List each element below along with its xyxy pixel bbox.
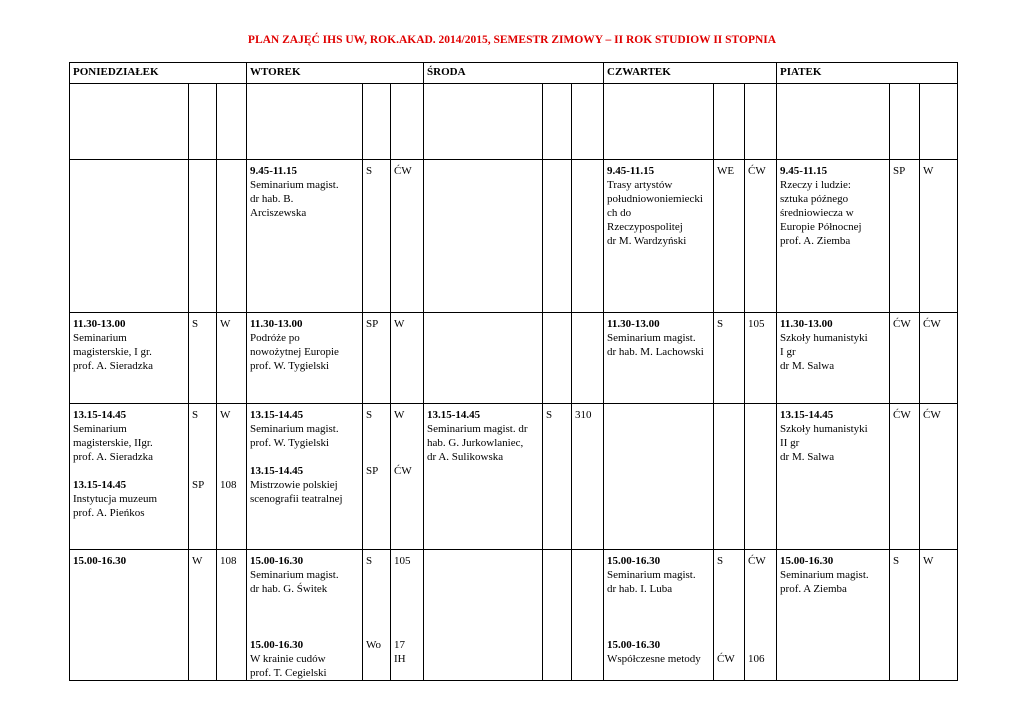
- class-title: Podróże po: [250, 332, 300, 344]
- class-title: Seminarium magist.: [607, 332, 696, 344]
- class-room: ĆW: [394, 465, 412, 477]
- class-time: 13.15-14.45: [780, 409, 834, 421]
- class-time: 9.45-11.15: [250, 165, 298, 177]
- class-line: nowożytnej Europie: [250, 346, 339, 358]
- class-cell: [777, 550, 890, 681]
- class-title: Seminarium magist.: [250, 179, 339, 191]
- class-time: 15.00-16.30: [73, 555, 127, 567]
- class-room: 105: [394, 555, 411, 567]
- class-time: 15.00-16.30: [250, 639, 304, 651]
- table-row-1315: [70, 404, 958, 550]
- class-room: 106: [748, 653, 765, 665]
- class-line: Rzeczypospolitej: [607, 221, 683, 233]
- day-header-thursday: CZWARTEK: [604, 63, 777, 84]
- class-type: S: [890, 550, 920, 681]
- class-room: 108: [220, 479, 237, 491]
- class-line: prof. W. Tygielski: [250, 437, 330, 449]
- class-time: 13.15-14.45: [427, 409, 481, 421]
- class-cell: [70, 313, 189, 404]
- class-time: 11.30-13.00: [780, 318, 833, 330]
- class-time: 11.30-13.00: [607, 318, 660, 330]
- class-time: 13.15-14.45: [250, 409, 304, 421]
- class-room: 105: [745, 313, 777, 404]
- class-line: dr hab. G. Świtek: [250, 583, 328, 595]
- class-time: 15.00-16.30: [780, 555, 834, 567]
- class-cell: [604, 160, 714, 313]
- class-cell: [777, 313, 890, 404]
- day-header-wednesday: ŚRODA: [424, 63, 604, 84]
- day-header-friday: PIATEK: [777, 63, 958, 84]
- class-room: W: [920, 160, 958, 313]
- class-title: W krainie cudów: [250, 653, 326, 665]
- class-title: Instytucja muzeum: [73, 493, 158, 505]
- class-room: W: [391, 313, 424, 404]
- class-cell: [604, 550, 714, 681]
- class-line: ch do: [607, 207, 632, 219]
- class-line: południowoniemiecki: [607, 193, 703, 205]
- class-type: S: [366, 409, 373, 421]
- class-cell: [604, 313, 714, 404]
- class-room: ĆW: [920, 313, 958, 404]
- class-type: SP: [366, 465, 379, 477]
- class-line: prof. A. Sieradzka: [73, 451, 154, 463]
- class-room: IH: [394, 653, 406, 665]
- class-time: 15.00-16.30: [607, 639, 661, 651]
- class-line: dr hab. B.: [250, 193, 294, 205]
- class-room: 310: [572, 404, 604, 550]
- class-type: S: [192, 409, 199, 421]
- class-type: ĆW: [717, 653, 735, 665]
- class-cell: [247, 404, 363, 550]
- class-type: WE: [714, 160, 745, 313]
- class-type: ĆW: [890, 313, 920, 404]
- class-cell: [70, 404, 189, 550]
- class-title: Seminarium magist. dr: [427, 423, 528, 435]
- class-title: Seminarium: [73, 332, 127, 344]
- class-title: Trasy artystów: [607, 179, 673, 191]
- class-title: Seminarium: [73, 423, 127, 435]
- class-cell: [247, 313, 363, 404]
- class-room: ĆW: [748, 555, 766, 567]
- class-type: S: [714, 313, 745, 404]
- class-cell: [247, 550, 363, 681]
- class-title: Seminarium magist.: [780, 569, 869, 581]
- class-time: 15.00-16.30: [607, 555, 661, 567]
- class-time: 9.45-11.15: [607, 165, 655, 177]
- page-title: PLAN ZAJĘĆ IHS UW, ROK.AKAD. 2014/2015, SEMESTR ZIMOWY – II ROK STUDIOW II STOPNIA: [247, 34, 777, 46]
- class-cell: [424, 404, 543, 550]
- class-time: 13.15-14.45: [73, 409, 127, 421]
- cell-mon: [70, 160, 189, 313]
- class-line: średniowiecza w: [780, 207, 854, 219]
- class-title: Seminarium magist.: [607, 569, 696, 581]
- class-room: 17: [394, 639, 405, 651]
- class-cell: [777, 160, 890, 313]
- class-line: dr M. Salwa: [780, 451, 835, 463]
- class-room: W: [920, 550, 958, 681]
- class-title: Szkoły humanistyki: [780, 332, 868, 344]
- table-row-1500: [70, 550, 958, 681]
- class-line: sztuka późnego: [780, 193, 849, 205]
- class-line: prof. A Ziemba: [780, 583, 847, 595]
- class-type: S: [189, 313, 217, 404]
- class-type: ĆW: [890, 404, 920, 550]
- class-time: 15.00-16.30: [250, 555, 304, 567]
- class-cell: [247, 160, 363, 313]
- class-cell: [777, 404, 890, 550]
- class-line: Arciszewska: [250, 207, 307, 219]
- class-type: W: [189, 550, 217, 681]
- class-room: W: [217, 313, 247, 404]
- day-header-monday: PONIEDZIAŁEK: [70, 63, 247, 84]
- class-line: Europie Północnej: [780, 221, 862, 233]
- class-room: ĆW: [920, 404, 958, 550]
- class-title: Seminarium magist.: [250, 423, 339, 435]
- class-line: prof. T. Cegielski: [250, 667, 327, 679]
- table-row-1130: [70, 313, 958, 404]
- class-type: SP: [890, 160, 920, 313]
- class-room: ĆW: [745, 160, 777, 313]
- class-room: ĆW: [391, 160, 424, 313]
- class-line: I gr: [780, 346, 796, 358]
- class-time: 11.30-13.00: [73, 318, 126, 330]
- class-line: scenografii teatralnej: [250, 493, 343, 505]
- class-line: prof. A. Pieńkos: [73, 507, 145, 519]
- class-type: S: [543, 404, 572, 550]
- class-line: prof. A. Sieradzka: [73, 360, 154, 372]
- class-line: dr hab. I. Luba: [607, 583, 673, 595]
- class-line: prof. A. Ziemba: [780, 235, 851, 247]
- class-title: Seminarium magist.: [250, 569, 339, 581]
- class-room: W: [394, 409, 405, 421]
- class-line: prof. W. Tygielski: [250, 360, 330, 372]
- class-room: 108: [217, 550, 247, 681]
- class-title: Szkoły humanistyki: [780, 423, 868, 435]
- table-row-0945: [70, 160, 958, 313]
- class-time: 13.15-14.45: [250, 465, 304, 477]
- class-cell: [70, 550, 189, 681]
- day-header-tuesday: WTOREK: [247, 63, 424, 84]
- class-line: dr A. Sulikowska: [427, 451, 504, 463]
- class-type: SP: [363, 313, 391, 404]
- class-type: S: [717, 555, 724, 567]
- class-time: 9.45-11.15: [780, 165, 828, 177]
- class-time: 11.30-13.00: [250, 318, 303, 330]
- class-type: SP: [192, 479, 205, 491]
- class-line: dr M. Salwa: [780, 360, 835, 372]
- table-row-empty: [70, 84, 958, 160]
- class-time: 13.15-14.45: [73, 479, 127, 491]
- class-type: S: [363, 160, 391, 313]
- class-line: magisterskie, I gr.: [73, 346, 152, 358]
- class-line: hab. G. Jurkowlaniec,: [427, 437, 524, 449]
- header-row: [70, 63, 958, 84]
- schedule-table: [69, 62, 958, 681]
- class-line: dr M. Wardzyński: [607, 235, 687, 247]
- class-type: Wo: [366, 639, 382, 651]
- class-title: Współczesne metody: [607, 653, 701, 665]
- class-line: II gr: [780, 437, 800, 449]
- class-title: Rzeczy i ludzie:: [780, 179, 851, 191]
- class-room: W: [220, 409, 231, 421]
- class-line: dr hab. M. Lachowski: [607, 346, 704, 358]
- class-title: Mistrzowie polskiej: [250, 479, 338, 491]
- class-type: S: [366, 555, 373, 567]
- class-line: magisterskie, IIgr.: [73, 437, 153, 449]
